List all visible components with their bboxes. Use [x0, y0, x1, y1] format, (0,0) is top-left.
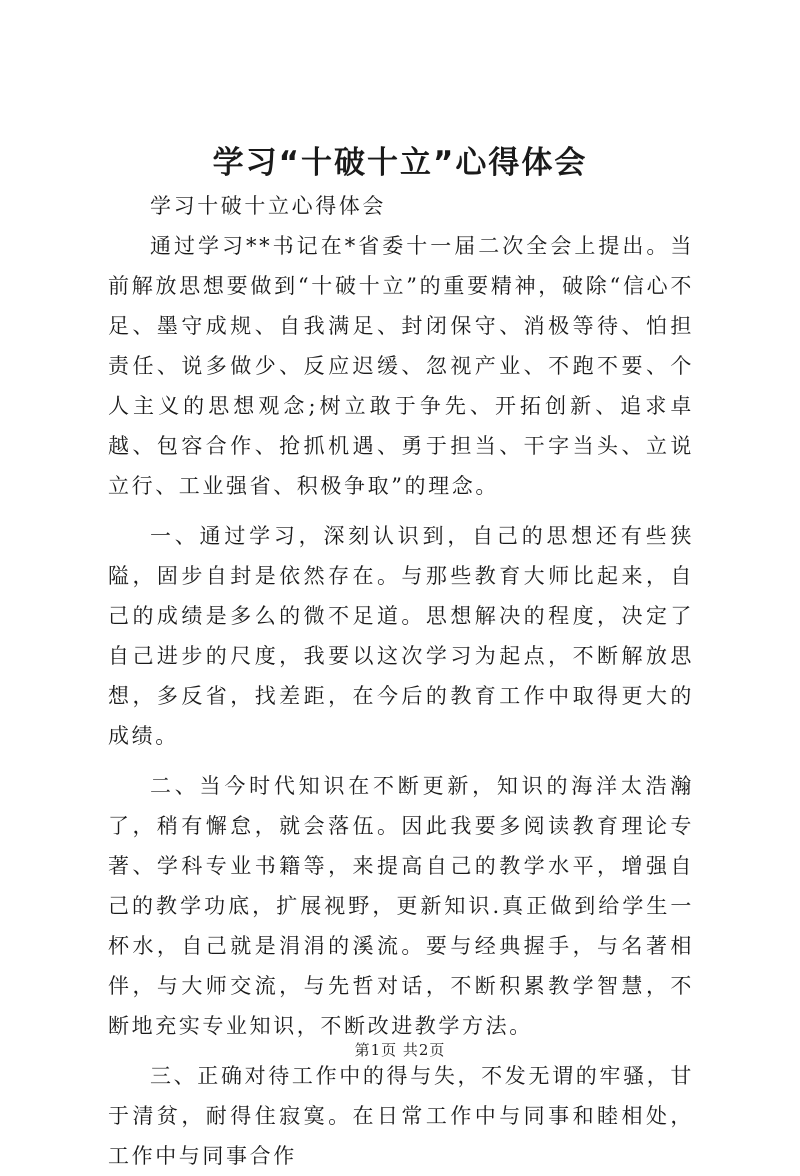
subtitle-paragraph: 学习十破十立心得体会: [150, 194, 386, 218]
intro-paragraph: 通过学习**书记在*省委十一届二次全会上提出。当前解放思想要做到“十破十立”的重要精神，破除“信心不足、墨守成规、自我满足、封闭保守、消极等待、怕担责任、说多做少、反应迟缓、忽视产业、不跑不要、个人主义的思想观念;树立敢于争先、开拓创新、追求卓越、包容合作、抢抓机遇、勇于担当、干字当头、立说立行、工业强省、积极争取”的理念。: [108, 234, 694, 498]
document-body: [108, 186, 694, 1176]
document-title: 学习“十破十立”心得体会: [212, 145, 588, 181]
point-three-paragraph: 三、正确对待工作中的得与失，不发无谓的牢骚，甘于清贫，耐得住寂寞。在日常工作中与同事和睦相处，工作中与同事合作: [108, 1064, 694, 1168]
point-one-paragraph: 一、通过学习，深刻认识到，自己的思想还有些狭隘，固步自封是依然存在。与那些教育大师比起来，自己的成绩是多么的微不足道。思想解决的程度，决定了自己进步的尺度，我要以这次学习为起点，不断解放思想，多反省，找差距，在今后的教育工作中取得更大的成绩。: [108, 524, 694, 748]
page-footer: 第1页 共2页: [354, 1041, 446, 1059]
point-two-paragraph: 二、当今时代知识在不断更新，知识的海洋太浩瀚了，稍有懈怠，就会落伍。因此我要多阅读教育理论专著、学科专业书籍等，来提高自己的教学水平，增强自己的教学功底，扩展视野，更新知识.真正做到给学生一杯水，自己就是涓涓的溪流。要与经典握手，与名著相伴，与大师交流，与先哲对话，不断积累教学智慧，不断地充实专业知识，不断改进教学方法。: [108, 774, 694, 1038]
